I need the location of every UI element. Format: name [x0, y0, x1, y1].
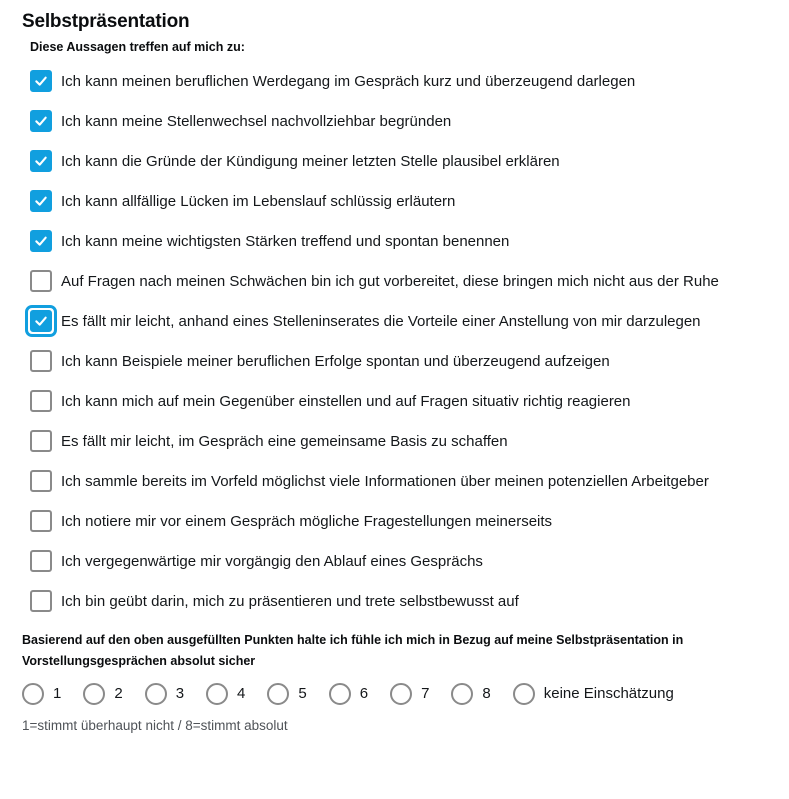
radio-option-label: 2 [114, 685, 123, 702]
checklist-item [30, 430, 769, 454]
radio-option[interactable] [267, 683, 306, 705]
checkbox-wrap [25, 105, 57, 137]
rating-section [22, 630, 769, 735]
checkbox-wrap [25, 185, 57, 217]
checklist-item-label: Ich kann Beispiele meiner beruflichen Erfolge spontan und überzeugend aufzeigen [61, 353, 610, 370]
checklist-item-label: Ich kann die Gründe der Kündigung meiner letzten Stelle plausibel erklären [61, 153, 560, 170]
checkbox[interactable] [30, 190, 52, 212]
checklist-item [30, 470, 769, 494]
radio-icon [22, 683, 44, 705]
checkbox[interactable] [30, 550, 52, 572]
checkbox[interactable] [30, 390, 52, 412]
radio-option[interactable] [451, 683, 490, 705]
checkbox-wrap [25, 225, 57, 257]
radio-option[interactable] [513, 683, 674, 705]
radio-option-label: 6 [359, 685, 369, 702]
checklist-item-label: Ich kann meine wichtigsten Stärken treffend und spontan benennen [61, 233, 510, 250]
checkbox[interactable] [30, 270, 52, 292]
checklist-item [30, 390, 769, 414]
checklist-item [30, 190, 769, 214]
radio-icon [513, 683, 535, 705]
checklist-item-label: Ich kann meine Stellenwechsel nachvollziehbar begründen [61, 113, 452, 130]
radio-option-label: 1 [53, 685, 62, 702]
radio-option[interactable] [145, 683, 184, 705]
page-title: Selbstpräsentation [22, 11, 190, 32]
check-icon [33, 313, 49, 329]
checklist-item [30, 310, 769, 334]
radio-option[interactable] [206, 683, 245, 705]
radio-option-label: 7 [421, 685, 430, 702]
checkbox[interactable] [30, 590, 52, 612]
radio-icon [83, 683, 105, 705]
radio-icon [329, 683, 351, 705]
radio-option[interactable] [329, 683, 368, 705]
radio-option[interactable] [390, 683, 429, 705]
checklist-item [30, 350, 769, 374]
check-icon [33, 153, 49, 169]
radio-icon [451, 683, 473, 705]
radio-option-label: keine Einschätzung [543, 685, 674, 702]
checklist-item-label: Es fällt mir leicht, im Gespräch eine gemeinsame Basis zu schaffen [61, 433, 508, 450]
check-icon [33, 233, 49, 249]
radio-icon [145, 683, 167, 705]
check-icon [33, 73, 49, 89]
checkbox-wrap [25, 265, 57, 297]
checklist-subtitle: Diese Aussagen treffen auf mich zu: [30, 40, 245, 54]
checklist-item-label: Auf Fragen nach meinen Schwächen bin ich gut vorbereitet, diese bringen mich nicht aus der Ruhe [61, 273, 719, 290]
radio-option-label: 5 [298, 685, 307, 702]
checkbox-wrap [25, 65, 57, 97]
checklist-item-label: Ich kann allfällige Lücken im Lebenslauf schlüssig erläutern [61, 193, 456, 210]
checklist-item-label: Ich bin geübt darin, mich zu präsentieren und trete selbstbewusst auf [61, 593, 519, 610]
rating-legend: 1=stimmt überhaupt nicht / 8=stimmt absolut [22, 718, 288, 733]
checkbox[interactable] [30, 230, 52, 252]
checkbox-wrap [25, 585, 57, 617]
check-icon [33, 193, 49, 209]
checkbox[interactable] [30, 310, 52, 332]
checklist-item [30, 110, 769, 134]
radio-icon [390, 683, 412, 705]
checkbox-wrap [25, 305, 57, 337]
checkbox[interactable] [30, 430, 52, 452]
checkbox-wrap [25, 465, 57, 497]
checkbox-wrap [25, 345, 57, 377]
checklist-item [30, 550, 769, 574]
radio-option-label: 3 [175, 685, 185, 702]
checklist-item-label: Ich vergegenwärtige mir vorgängig den Ablauf eines Gesprächs [61, 553, 483, 570]
checklist-item [30, 270, 769, 294]
radio-option[interactable] [22, 683, 61, 705]
checkbox[interactable] [30, 350, 52, 372]
checklist-item-label: Ich notiere mir vor einem Gespräch mögliche Fragestellungen meinerseits [61, 513, 553, 530]
rating-prompt: Basierend auf den oben ausgefüllten Punkten halte ich fühle ich mich in Bezug auf meine Selbstpräsentation in Vorstellungsgesprächen absolut sicher [22, 633, 684, 668]
checklist-item [30, 230, 769, 254]
checklist-item [30, 150, 769, 174]
radio-option-label: 8 [482, 685, 491, 702]
checkbox[interactable] [30, 470, 52, 492]
rating-options [22, 683, 769, 705]
radio-option-label: 4 [237, 685, 246, 702]
checkbox-wrap [25, 425, 57, 457]
checklist-item [30, 70, 769, 94]
radio-icon [267, 683, 289, 705]
checklist-item-label: Ich kann mich auf mein Gegenüber einstellen und auf Fragen situativ richtig reagieren [61, 393, 631, 410]
checklist [30, 70, 769, 614]
check-icon [33, 113, 49, 129]
checkbox-wrap [25, 385, 57, 417]
checklist-item-label: Ich sammle bereits im Vorfeld möglichst viele Informationen über meinen potenziellen Arbeitgeber [61, 473, 709, 490]
checkbox[interactable] [30, 70, 52, 92]
checkbox[interactable] [30, 110, 52, 132]
checkbox[interactable] [30, 510, 52, 532]
checklist-item-label: Ich kann meinen beruflichen Werdegang im Gespräch kurz und überzeugend darlegen [61, 73, 636, 90]
checklist-item-label: Es fällt mir leicht, anhand eines Stelleninserates die Vorteile einer Anstellung von mir darzulegen [61, 313, 701, 330]
checkbox-wrap [25, 545, 57, 577]
checkbox[interactable] [30, 150, 52, 172]
checkbox-wrap [25, 145, 57, 177]
radio-option[interactable] [83, 683, 122, 705]
checkbox-wrap [25, 505, 57, 537]
radio-icon [206, 683, 228, 705]
checklist-item [30, 510, 769, 534]
checklist-item [30, 590, 769, 614]
